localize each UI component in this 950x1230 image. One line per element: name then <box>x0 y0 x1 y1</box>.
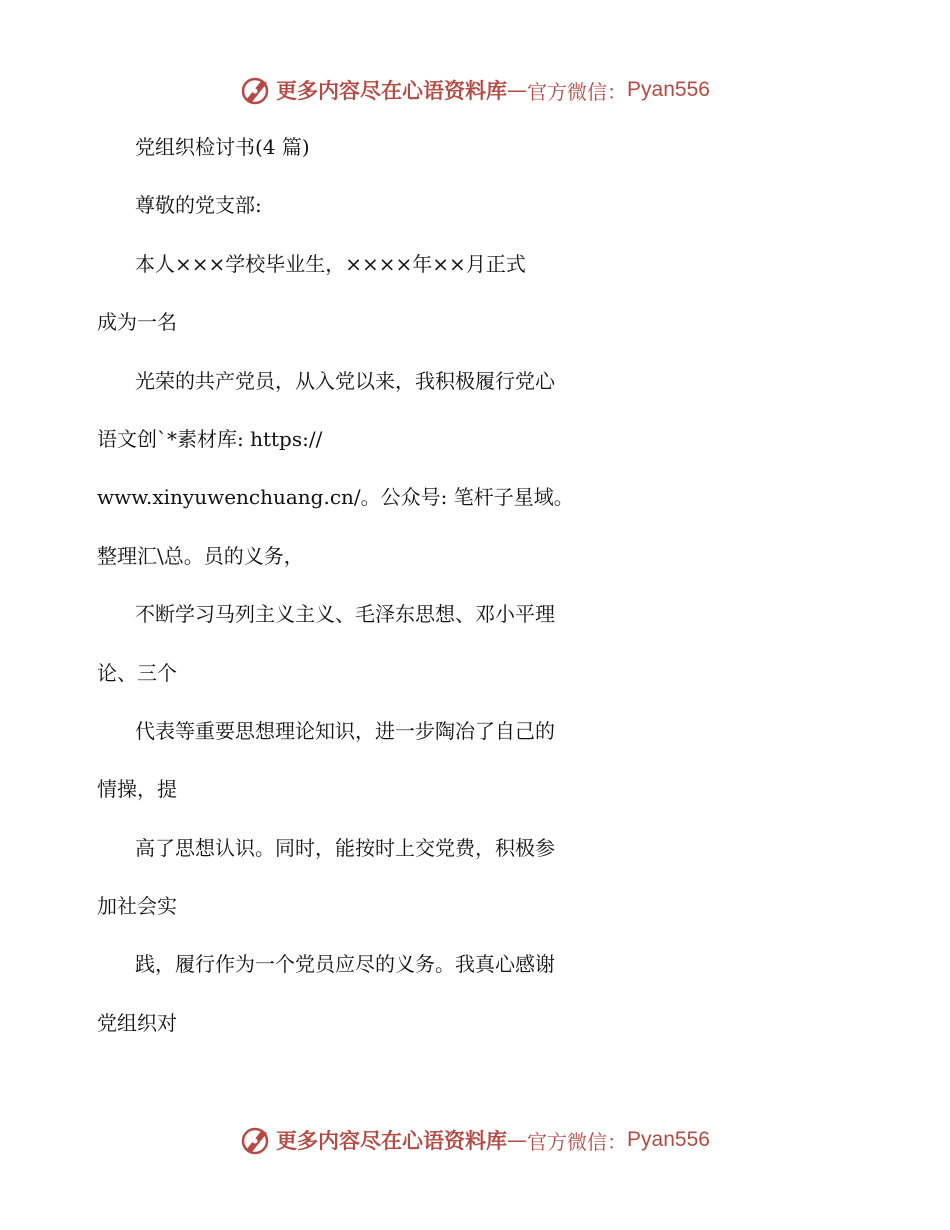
banner-wechat-id: Pyan556 <box>627 1128 710 1151</box>
paragraph-line: 论、三个 <box>97 660 177 685</box>
paragraph-line: 成为一名 <box>97 310 177 335</box>
paragraph-line: 代表等重要思想理论知识，进一步陶冶了自己的 <box>135 718 555 743</box>
document-salutation: 尊敬的党支部: <box>135 193 262 218</box>
document-title: 党组织检讨书(4 篇) <box>135 135 310 159</box>
banner-label: 官方微信： <box>527 1129 628 1154</box>
paragraph-line: 践，履行作为一个党员应尽的义务。我真心感谢 <box>135 952 555 977</box>
header-banner <box>0 70 950 110</box>
document-body <box>97 118 857 1052</box>
footer-banner <box>0 1120 950 1160</box>
paragraph-line: 加社会实 <box>97 894 177 919</box>
pen-nib-logo-icon <box>240 1124 272 1156</box>
paragraph-line: 情操，提 <box>97 777 177 802</box>
paragraph-line: 本人×××学校毕业生，××××年××月正式 <box>135 251 526 276</box>
banner-wechat-id: Pyan556 <box>627 78 710 101</box>
pen-nib-logo-icon <box>240 74 272 106</box>
paragraph-line: www.xinyuwenchuang.cn/。公众号: 笔杆子星域。 <box>97 485 574 510</box>
banner-label: 官方微信： <box>527 79 628 104</box>
paragraph-line: 语文创`*素材库: https:// <box>97 426 323 451</box>
paragraph-line: 高了思想认识。同时，能按时上交党费，积极参 <box>135 835 555 860</box>
banner-text: 更多内容尽在心语资料库 <box>276 78 508 103</box>
paragraph-line: 不断学习马列主义主义、毛泽东思想、邓小平理 <box>135 602 555 627</box>
banner-text: 更多内容尽在心语资料库 <box>276 1128 508 1153</box>
paragraph-line: 党组织对 <box>97 1010 177 1035</box>
paragraph-line: 整理汇\总。员的义务， <box>97 543 304 568</box>
banner-separator: — <box>507 1128 528 1152</box>
banner-separator: — <box>507 78 528 102</box>
paragraph-line: 光荣的共产党员，从入党以来，我积极履行党心 <box>135 368 555 393</box>
